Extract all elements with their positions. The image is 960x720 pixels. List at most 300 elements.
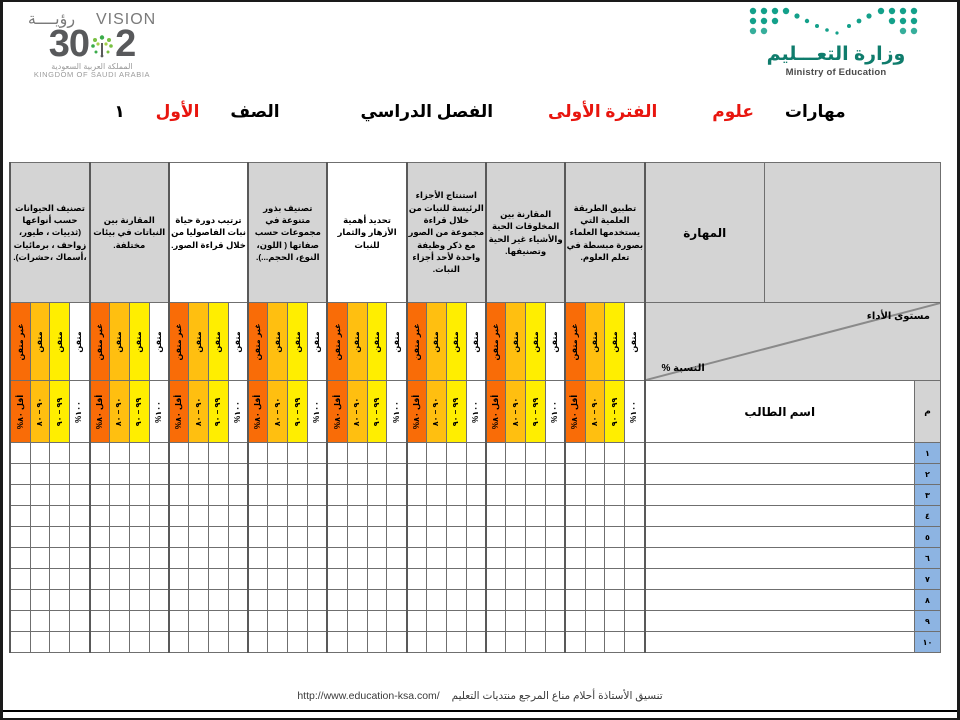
score-cell[interactable]	[625, 632, 645, 653]
score-cell[interactable]	[545, 443, 565, 464]
score-cell[interactable]	[109, 527, 129, 548]
score-cell[interactable]	[228, 632, 248, 653]
score-cell[interactable]	[288, 506, 308, 527]
score-cell[interactable]	[526, 527, 546, 548]
score-cell[interactable]	[347, 590, 367, 611]
score-cell[interactable]	[446, 569, 466, 590]
score-cell[interactable]	[367, 611, 387, 632]
score-cell[interactable]	[149, 506, 169, 527]
score-cell[interactable]	[625, 464, 645, 485]
score-cell[interactable]	[446, 548, 466, 569]
score-cell[interactable]	[288, 632, 308, 653]
score-cell[interactable]	[506, 464, 526, 485]
score-cell[interactable]	[90, 611, 110, 632]
score-cell[interactable]	[228, 590, 248, 611]
score-cell[interactable]	[407, 632, 427, 653]
score-cell[interactable]	[347, 611, 367, 632]
score-cell[interactable]	[50, 443, 70, 464]
score-cell[interactable]	[605, 611, 625, 632]
score-cell[interactable]	[427, 485, 447, 506]
score-cell[interactable]	[209, 485, 229, 506]
score-cell[interactable]	[427, 464, 447, 485]
score-cell[interactable]	[30, 569, 50, 590]
score-cell[interactable]	[268, 527, 288, 548]
score-cell[interactable]	[308, 569, 328, 590]
score-cell[interactable]	[248, 464, 268, 485]
score-cell[interactable]	[585, 632, 605, 653]
score-cell[interactable]	[327, 443, 347, 464]
score-cell[interactable]	[308, 485, 328, 506]
score-cell[interactable]	[189, 590, 209, 611]
score-cell[interactable]	[209, 548, 229, 569]
score-cell[interactable]	[466, 611, 486, 632]
score-cell[interactable]	[605, 632, 625, 653]
score-cell[interactable]	[407, 443, 427, 464]
score-cell[interactable]	[486, 527, 506, 548]
score-cell[interactable]	[387, 548, 407, 569]
score-cell[interactable]	[209, 527, 229, 548]
score-cell[interactable]	[446, 485, 466, 506]
score-cell[interactable]	[228, 506, 248, 527]
score-cell[interactable]	[209, 632, 229, 653]
score-cell[interactable]	[565, 527, 585, 548]
score-cell[interactable]	[625, 443, 645, 464]
score-cell[interactable]	[387, 464, 407, 485]
score-cell[interactable]	[228, 527, 248, 548]
score-cell[interactable]	[526, 464, 546, 485]
score-cell[interactable]	[288, 569, 308, 590]
score-cell[interactable]	[90, 632, 110, 653]
score-cell[interactable]	[228, 611, 248, 632]
score-cell[interactable]	[268, 548, 288, 569]
score-cell[interactable]	[407, 569, 427, 590]
score-cell[interactable]	[545, 590, 565, 611]
score-cell[interactable]	[129, 590, 149, 611]
score-cell[interactable]	[427, 632, 447, 653]
score-cell[interactable]	[308, 443, 328, 464]
score-cell[interactable]	[387, 506, 407, 527]
score-cell[interactable]	[169, 443, 189, 464]
score-cell[interactable]	[189, 611, 209, 632]
score-cell[interactable]	[189, 485, 209, 506]
score-cell[interactable]	[446, 506, 466, 527]
score-cell[interactable]	[30, 611, 50, 632]
score-cell[interactable]	[288, 485, 308, 506]
score-cell[interactable]	[228, 569, 248, 590]
score-cell[interactable]	[189, 569, 209, 590]
score-cell[interactable]	[367, 506, 387, 527]
score-cell[interactable]	[248, 590, 268, 611]
score-cell[interactable]	[347, 527, 367, 548]
score-cell[interactable]	[367, 632, 387, 653]
score-cell[interactable]	[109, 485, 129, 506]
score-cell[interactable]	[169, 527, 189, 548]
score-cell[interactable]	[565, 443, 585, 464]
score-cell[interactable]	[228, 485, 248, 506]
score-cell[interactable]	[288, 464, 308, 485]
score-cell[interactable]	[486, 611, 506, 632]
score-cell[interactable]	[407, 611, 427, 632]
score-cell[interactable]	[407, 590, 427, 611]
score-cell[interactable]	[605, 569, 625, 590]
score-cell[interactable]	[248, 506, 268, 527]
score-cell[interactable]	[70, 611, 90, 632]
student-name-cell[interactable]	[645, 611, 915, 632]
score-cell[interactable]	[70, 548, 90, 569]
student-name-cell[interactable]	[645, 527, 915, 548]
student-name-cell[interactable]	[645, 548, 915, 569]
score-cell[interactable]	[109, 443, 129, 464]
score-cell[interactable]	[10, 569, 30, 590]
score-cell[interactable]	[90, 506, 110, 527]
score-cell[interactable]	[169, 590, 189, 611]
score-cell[interactable]	[625, 590, 645, 611]
score-cell[interactable]	[486, 443, 506, 464]
score-cell[interactable]	[387, 611, 407, 632]
score-cell[interactable]	[585, 611, 605, 632]
score-cell[interactable]	[70, 632, 90, 653]
score-cell[interactable]	[308, 611, 328, 632]
score-cell[interactable]	[427, 443, 447, 464]
score-cell[interactable]	[50, 611, 70, 632]
score-cell[interactable]	[109, 464, 129, 485]
score-cell[interactable]	[387, 443, 407, 464]
score-cell[interactable]	[605, 485, 625, 506]
score-cell[interactable]	[10, 632, 30, 653]
score-cell[interactable]	[526, 590, 546, 611]
score-cell[interactable]	[625, 548, 645, 569]
score-cell[interactable]	[545, 485, 565, 506]
score-cell[interactable]	[545, 464, 565, 485]
score-cell[interactable]	[149, 611, 169, 632]
score-cell[interactable]	[625, 527, 645, 548]
score-cell[interactable]	[248, 548, 268, 569]
score-cell[interactable]	[446, 590, 466, 611]
score-cell[interactable]	[90, 485, 110, 506]
score-cell[interactable]	[585, 548, 605, 569]
score-cell[interactable]	[466, 485, 486, 506]
score-cell[interactable]	[30, 590, 50, 611]
score-cell[interactable]	[30, 464, 50, 485]
score-cell[interactable]	[109, 548, 129, 569]
score-cell[interactable]	[10, 443, 30, 464]
score-cell[interactable]	[347, 464, 367, 485]
score-cell[interactable]	[10, 548, 30, 569]
score-cell[interactable]	[347, 506, 367, 527]
score-cell[interactable]	[70, 443, 90, 464]
score-cell[interactable]	[129, 548, 149, 569]
score-cell[interactable]	[169, 464, 189, 485]
student-name-cell[interactable]	[645, 464, 915, 485]
score-cell[interactable]	[545, 506, 565, 527]
score-cell[interactable]	[288, 548, 308, 569]
score-cell[interactable]	[10, 485, 30, 506]
score-cell[interactable]	[169, 506, 189, 527]
score-cell[interactable]	[70, 464, 90, 485]
score-cell[interactable]	[545, 632, 565, 653]
score-cell[interactable]	[50, 548, 70, 569]
score-cell[interactable]	[90, 590, 110, 611]
score-cell[interactable]	[625, 485, 645, 506]
score-cell[interactable]	[228, 443, 248, 464]
score-cell[interactable]	[70, 506, 90, 527]
score-cell[interactable]	[387, 527, 407, 548]
score-cell[interactable]	[209, 611, 229, 632]
score-cell[interactable]	[327, 527, 347, 548]
score-cell[interactable]	[189, 632, 209, 653]
score-cell[interactable]	[427, 590, 447, 611]
score-cell[interactable]	[109, 590, 129, 611]
score-cell[interactable]	[605, 506, 625, 527]
score-cell[interactable]	[129, 569, 149, 590]
score-cell[interactable]	[248, 569, 268, 590]
score-cell[interactable]	[129, 506, 149, 527]
score-cell[interactable]	[506, 527, 526, 548]
score-cell[interactable]	[526, 611, 546, 632]
score-cell[interactable]	[347, 632, 367, 653]
score-cell[interactable]	[387, 632, 407, 653]
score-cell[interactable]	[30, 632, 50, 653]
student-name-cell[interactable]	[645, 590, 915, 611]
score-cell[interactable]	[327, 464, 347, 485]
score-cell[interactable]	[466, 464, 486, 485]
score-cell[interactable]	[466, 506, 486, 527]
score-cell[interactable]	[129, 443, 149, 464]
score-cell[interactable]	[30, 443, 50, 464]
score-cell[interactable]	[308, 632, 328, 653]
score-cell[interactable]	[466, 569, 486, 590]
score-cell[interactable]	[308, 548, 328, 569]
score-cell[interactable]	[565, 506, 585, 527]
score-cell[interactable]	[347, 569, 367, 590]
score-cell[interactable]	[585, 569, 605, 590]
score-cell[interactable]	[30, 485, 50, 506]
score-cell[interactable]	[506, 485, 526, 506]
score-cell[interactable]	[427, 506, 447, 527]
score-cell[interactable]	[109, 569, 129, 590]
score-cell[interactable]	[149, 443, 169, 464]
score-cell[interactable]	[327, 506, 347, 527]
score-cell[interactable]	[565, 569, 585, 590]
score-cell[interactable]	[327, 590, 347, 611]
score-cell[interactable]	[129, 611, 149, 632]
score-cell[interactable]	[30, 506, 50, 527]
score-cell[interactable]	[545, 527, 565, 548]
score-cell[interactable]	[585, 485, 605, 506]
score-cell[interactable]	[506, 443, 526, 464]
score-cell[interactable]	[367, 464, 387, 485]
score-cell[interactable]	[387, 590, 407, 611]
score-cell[interactable]	[327, 611, 347, 632]
score-cell[interactable]	[466, 548, 486, 569]
score-cell[interactable]	[248, 443, 268, 464]
score-cell[interactable]	[30, 548, 50, 569]
score-cell[interactable]	[327, 485, 347, 506]
student-name-cell[interactable]	[645, 632, 915, 653]
score-cell[interactable]	[149, 485, 169, 506]
score-cell[interactable]	[367, 548, 387, 569]
score-cell[interactable]	[10, 464, 30, 485]
score-cell[interactable]	[50, 464, 70, 485]
score-cell[interactable]	[268, 590, 288, 611]
score-cell[interactable]	[70, 527, 90, 548]
score-cell[interactable]	[387, 569, 407, 590]
score-cell[interactable]	[526, 548, 546, 569]
score-cell[interactable]	[565, 632, 585, 653]
score-cell[interactable]	[149, 464, 169, 485]
student-name-cell[interactable]	[645, 569, 915, 590]
score-cell[interactable]	[446, 632, 466, 653]
score-cell[interactable]	[506, 506, 526, 527]
score-cell[interactable]	[427, 569, 447, 590]
score-cell[interactable]	[545, 569, 565, 590]
score-cell[interactable]	[10, 506, 30, 527]
score-cell[interactable]	[486, 506, 506, 527]
score-cell[interactable]	[466, 590, 486, 611]
score-cell[interactable]	[90, 443, 110, 464]
score-cell[interactable]	[90, 548, 110, 569]
score-cell[interactable]	[427, 611, 447, 632]
score-cell[interactable]	[109, 632, 129, 653]
score-cell[interactable]	[585, 464, 605, 485]
score-cell[interactable]	[209, 506, 229, 527]
score-cell[interactable]	[506, 548, 526, 569]
score-cell[interactable]	[189, 527, 209, 548]
score-cell[interactable]	[605, 464, 625, 485]
score-cell[interactable]	[427, 548, 447, 569]
score-cell[interactable]	[30, 527, 50, 548]
student-name-cell[interactable]	[645, 443, 915, 464]
score-cell[interactable]	[585, 527, 605, 548]
score-cell[interactable]	[526, 632, 546, 653]
score-cell[interactable]	[70, 485, 90, 506]
score-cell[interactable]	[308, 464, 328, 485]
score-cell[interactable]	[565, 485, 585, 506]
score-cell[interactable]	[189, 548, 209, 569]
score-cell[interactable]	[209, 443, 229, 464]
score-cell[interactable]	[268, 443, 288, 464]
score-cell[interactable]	[169, 632, 189, 653]
score-cell[interactable]	[367, 527, 387, 548]
student-name-cell[interactable]	[645, 485, 915, 506]
score-cell[interactable]	[248, 527, 268, 548]
score-cell[interactable]	[427, 527, 447, 548]
score-cell[interactable]	[189, 464, 209, 485]
score-cell[interactable]	[268, 464, 288, 485]
score-cell[interactable]	[486, 632, 506, 653]
score-cell[interactable]	[10, 611, 30, 632]
score-cell[interactable]	[268, 611, 288, 632]
score-cell[interactable]	[228, 548, 248, 569]
score-cell[interactable]	[308, 506, 328, 527]
score-cell[interactable]	[268, 506, 288, 527]
score-cell[interactable]	[90, 569, 110, 590]
score-cell[interactable]	[347, 485, 367, 506]
score-cell[interactable]	[327, 632, 347, 653]
score-cell[interactable]	[228, 464, 248, 485]
score-cell[interactable]	[10, 590, 30, 611]
score-cell[interactable]	[109, 611, 129, 632]
score-cell[interactable]	[129, 632, 149, 653]
score-cell[interactable]	[149, 632, 169, 653]
score-cell[interactable]	[506, 569, 526, 590]
score-cell[interactable]	[407, 485, 427, 506]
score-cell[interactable]	[248, 485, 268, 506]
score-cell[interactable]	[526, 443, 546, 464]
score-cell[interactable]	[109, 506, 129, 527]
score-cell[interactable]	[90, 527, 110, 548]
score-cell[interactable]	[545, 611, 565, 632]
score-cell[interactable]	[149, 527, 169, 548]
score-cell[interactable]	[407, 464, 427, 485]
score-cell[interactable]	[308, 527, 328, 548]
score-cell[interactable]	[565, 548, 585, 569]
score-cell[interactable]	[70, 569, 90, 590]
score-cell[interactable]	[169, 569, 189, 590]
score-cell[interactable]	[407, 548, 427, 569]
score-cell[interactable]	[50, 569, 70, 590]
score-cell[interactable]	[169, 548, 189, 569]
score-cell[interactable]	[149, 590, 169, 611]
student-name-cell[interactable]	[645, 506, 915, 527]
score-cell[interactable]	[308, 590, 328, 611]
score-cell[interactable]	[248, 611, 268, 632]
score-cell[interactable]	[288, 611, 308, 632]
score-cell[interactable]	[486, 485, 506, 506]
score-cell[interactable]	[189, 506, 209, 527]
score-cell[interactable]	[327, 569, 347, 590]
score-cell[interactable]	[70, 590, 90, 611]
score-cell[interactable]	[169, 611, 189, 632]
score-cell[interactable]	[268, 632, 288, 653]
score-cell[interactable]	[129, 527, 149, 548]
score-cell[interactable]	[585, 590, 605, 611]
score-cell[interactable]	[10, 527, 30, 548]
score-cell[interactable]	[605, 443, 625, 464]
score-cell[interactable]	[466, 527, 486, 548]
score-cell[interactable]	[625, 506, 645, 527]
score-cell[interactable]	[327, 548, 347, 569]
score-cell[interactable]	[466, 632, 486, 653]
score-cell[interactable]	[50, 590, 70, 611]
score-cell[interactable]	[486, 464, 506, 485]
score-cell[interactable]	[585, 506, 605, 527]
score-cell[interactable]	[446, 443, 466, 464]
score-cell[interactable]	[288, 443, 308, 464]
score-cell[interactable]	[446, 527, 466, 548]
score-cell[interactable]	[466, 443, 486, 464]
score-cell[interactable]	[625, 569, 645, 590]
score-cell[interactable]	[367, 590, 387, 611]
score-cell[interactable]	[268, 485, 288, 506]
score-cell[interactable]	[605, 527, 625, 548]
score-cell[interactable]	[209, 464, 229, 485]
score-cell[interactable]	[189, 443, 209, 464]
score-cell[interactable]	[129, 485, 149, 506]
score-cell[interactable]	[407, 506, 427, 527]
score-cell[interactable]	[50, 506, 70, 527]
score-cell[interactable]	[565, 590, 585, 611]
score-cell[interactable]	[526, 569, 546, 590]
score-cell[interactable]	[545, 548, 565, 569]
score-cell[interactable]	[526, 485, 546, 506]
score-cell[interactable]	[446, 464, 466, 485]
score-cell[interactable]	[625, 611, 645, 632]
score-cell[interactable]	[209, 590, 229, 611]
score-cell[interactable]	[387, 485, 407, 506]
score-cell[interactable]	[486, 569, 506, 590]
score-cell[interactable]	[526, 506, 546, 527]
